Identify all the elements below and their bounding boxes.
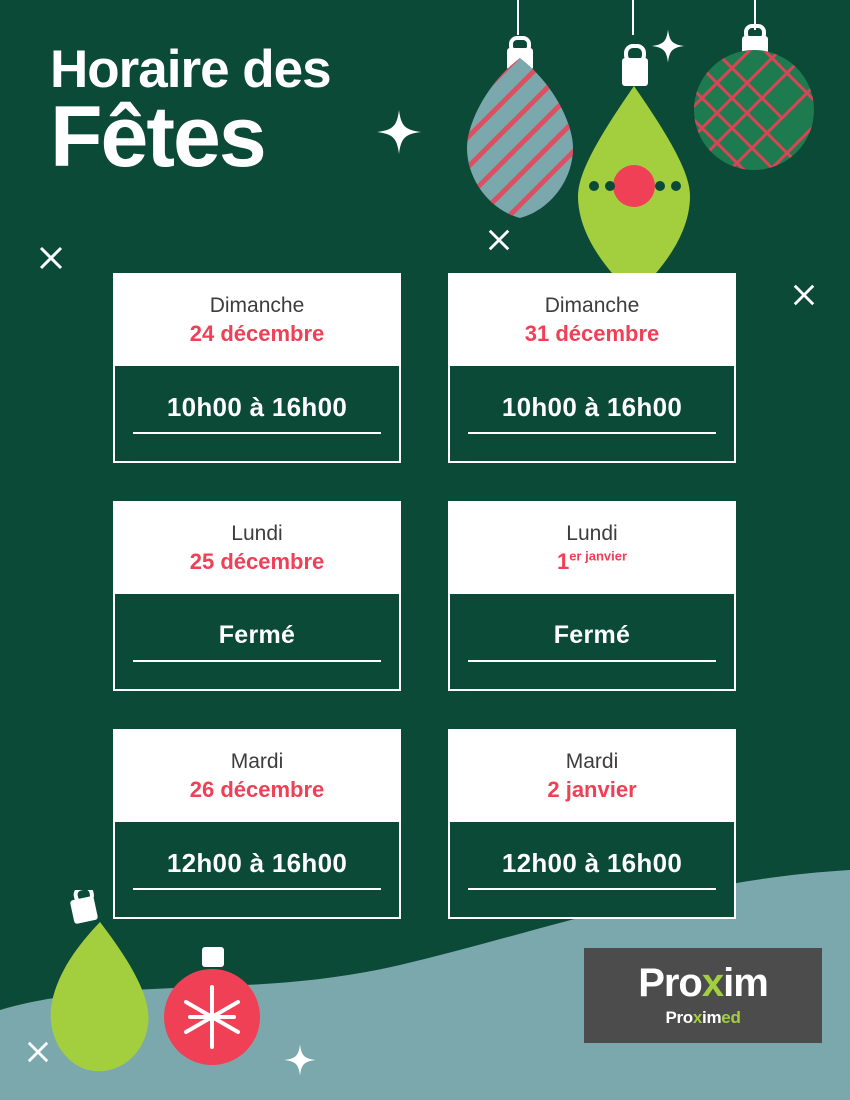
card-date-suffix: er janvier [569, 548, 628, 564]
schedule-card [448, 273, 736, 463]
card-hours-value: Fermé [218, 621, 296, 649]
logo-sub-mid: im [702, 1008, 722, 1027]
card-date-label: 2 janvier [547, 777, 637, 803]
card-underline [133, 888, 381, 890]
card-underline [133, 660, 381, 662]
card-underline [133, 432, 381, 434]
brand-logo [584, 948, 822, 1043]
card-date-label: 26 décembre [189, 777, 325, 803]
card-hours-panel [450, 366, 734, 461]
card-underline [468, 888, 716, 890]
striped-teal-ornament [455, 30, 585, 220]
logo-wordmark [638, 963, 768, 1003]
green-diamond-ornament [572, 28, 697, 298]
card-header [115, 503, 399, 594]
card-hours-panel [115, 594, 399, 689]
x-mark [38, 245, 64, 271]
card-date-label: 31 décembre [524, 321, 660, 347]
card-date-label: 25 décembre [189, 549, 325, 575]
card-day-label: Lundi [566, 522, 618, 545]
schedule-card [448, 501, 736, 691]
card-header [450, 503, 734, 594]
card-header [115, 731, 399, 822]
logo-subbrand [665, 1008, 740, 1028]
card-hours-panel [115, 822, 399, 917]
card-hours-value: 10h00 à 16h00 [501, 392, 683, 422]
four-point-sparkle [375, 108, 423, 156]
card-day-label: Mardi [565, 750, 619, 773]
card-underline [468, 432, 716, 434]
schedule-card [113, 273, 401, 463]
title-line-2: Fêtes [50, 88, 265, 185]
lattice-green-ornament [682, 18, 822, 173]
x-mark [26, 1040, 50, 1064]
card-day-label: Mardi [230, 750, 284, 773]
card-header [450, 731, 734, 822]
card-hours-panel [450, 594, 734, 689]
logo-name-pre: Pro [638, 961, 702, 1005]
title-line-1: Horaire des [50, 40, 331, 99]
schedule-grid [113, 273, 738, 919]
card-day-label: Lundi [231, 522, 283, 545]
x-mark [487, 228, 511, 252]
x-mark [792, 283, 816, 307]
page-title [50, 40, 331, 185]
card-date-label [557, 547, 627, 577]
card-hours-value: 12h00 à 16h00 [501, 848, 683, 878]
card-underline [468, 660, 716, 662]
card-day-label: Dimanche [544, 294, 640, 317]
card-date-label: 24 décembre [189, 321, 325, 347]
card-hours-value: 10h00 à 16h00 [166, 392, 348, 422]
red-ball-ornament [160, 945, 265, 1070]
four-point-sparkle [283, 1043, 317, 1077]
card-date-number: 1 [556, 549, 570, 575]
schedule-card [113, 729, 401, 919]
card-header [115, 275, 399, 366]
card-header [450, 275, 734, 366]
logo-name-post: im [723, 961, 768, 1005]
logo-name-x: x [701, 961, 724, 1005]
card-hours-value: 12h00 à 16h00 [166, 848, 348, 878]
logo-sub-pre: Pro [665, 1008, 693, 1027]
schedule-card [113, 501, 401, 691]
card-hours-value: Fermé [553, 621, 631, 649]
card-hours-panel [115, 366, 399, 461]
card-day-label: Dimanche [209, 294, 305, 317]
schedule-card [448, 729, 736, 919]
logo-sub-x: x [692, 1008, 703, 1027]
card-hours-panel [450, 822, 734, 917]
logo-sub-end: ed [721, 1008, 741, 1027]
